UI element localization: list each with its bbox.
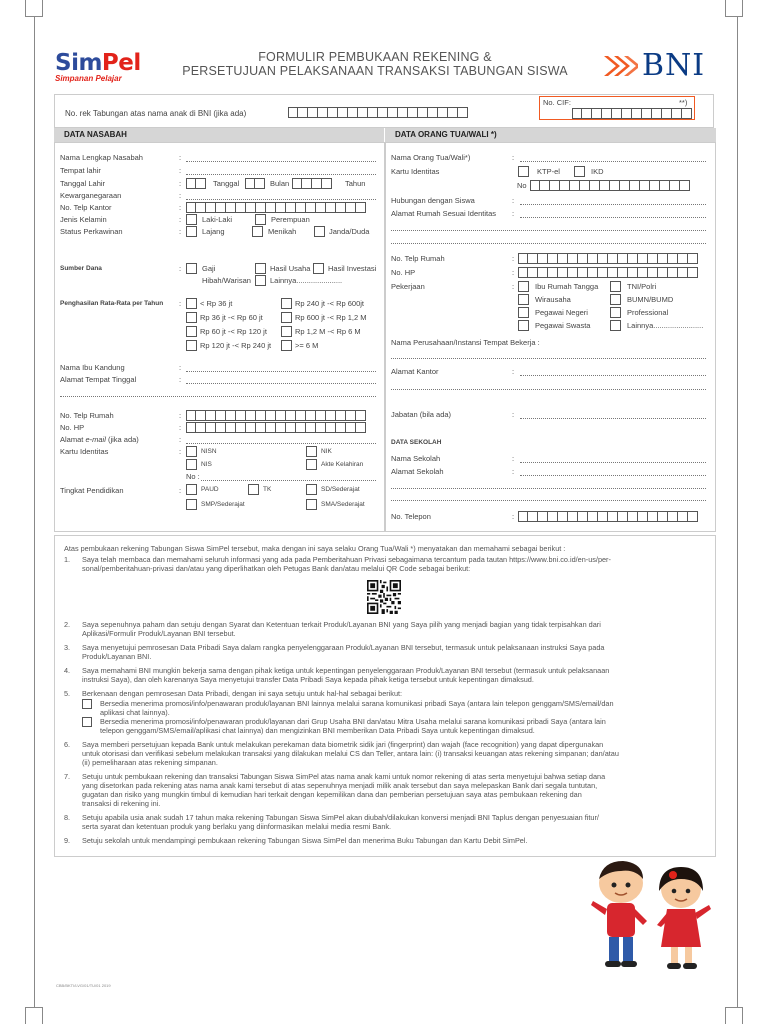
field-tahun[interactable] <box>292 178 332 189</box>
statement-item-7-a: Setuju untuk pembukaan rekening dan transaksi Tabungan Siswa SimPel atas nama anak kami untuk nomor rekening di atas serta menyetujui bahwa setiap dana <box>82 772 606 781</box>
statement-intro: Atas pembukaan rekening Tabungan Siswa SimPel tersebut, maka dengan ini saya selaku Orang Tua/Wali *) menyatakan dan memahami sebagai berikut : <box>64 544 566 553</box>
label-telp-kantor: No. Telp Kantor <box>60 203 112 212</box>
checkbox-lainnya-pek[interactable] <box>610 320 621 331</box>
label-kartu-ortu: Kartu Identitas <box>391 167 440 176</box>
statement-item-5: Berkenaan dengan pemrosesan Data Pribadi, dengan ini saya setuju untuk hal-hal sebagai berikut: <box>82 689 403 698</box>
section-data-orangtua: DATA ORANG TUA/WALI *) <box>385 128 716 142</box>
girl-mascot <box>657 867 711 969</box>
field-alamat[interactable] <box>186 383 376 384</box>
label-telepon-sekolah: No. Telepon <box>391 512 431 521</box>
checkbox-ikd[interactable] <box>574 166 585 177</box>
label-email: Alamat e-mail (jika ada) <box>60 435 139 444</box>
checkbox-laki[interactable] <box>186 214 197 225</box>
checkbox-nik[interactable] <box>306 446 317 457</box>
corner-notch <box>25 0 43 17</box>
statement-item-4-b: instruksi Saya), dan oleh karenanya Saya menyetujui transfer Data Pribadi Saya kepada pihak ketiga tersebut untuk kepentingan dimaksud. <box>82 675 534 684</box>
label-bulan: Bulan <box>270 179 290 188</box>
field-alamat-rumah[interactable] <box>520 217 706 218</box>
checkbox-nisn[interactable] <box>186 446 197 457</box>
opt-peng-7: Rp 120 jt -< Rp 240 jt <box>200 341 272 350</box>
field-alamat-rumah-3[interactable] <box>391 243 706 244</box>
label-pendidikan: Tingkat Pendidikan <box>60 486 124 495</box>
corner-notch <box>725 1007 743 1024</box>
opt-janda: Janda/Duda <box>329 227 370 236</box>
statement-item-6-b: untuk otorisasi dan verifikasi sebelum melakukan transaksi yang dilakukan melalui CS dan Teller, antara lain: (i) transaksi keuangan atas rekening simpanan; dan/atau <box>82 749 619 758</box>
opt-nik: NIK <box>321 448 332 455</box>
checkbox-menikah[interactable] <box>252 226 263 237</box>
item-number: 7. <box>64 772 71 781</box>
opt-lainnya-sumber: Lainnya...................... <box>270 276 343 285</box>
item-number: 2. <box>64 620 71 629</box>
label-alamat-rumah: Alamat Rumah Sesuai Identitas <box>391 209 497 218</box>
checkbox-consent-group-promo[interactable] <box>82 717 92 727</box>
field-tanggal[interactable] <box>186 178 206 189</box>
field-telp-rumah[interactable] <box>186 410 366 421</box>
consent-2-b: telepon genggam/SMS/email/aplikasi chat lainnya) dan mengizinkan BNI memberikan Data Pribadi Saya untuk kepentingan dimaksud. <box>100 726 535 735</box>
cif-label: No. CIF: <box>543 98 571 107</box>
checkbox-hasil-investasi[interactable] <box>313 263 324 274</box>
opt-akte: Akte Kelahiran <box>321 461 364 468</box>
opt-nisn: NISN <box>201 448 217 455</box>
opt-peng-5: Rp 60 jt -< Rp 120 jt <box>200 327 267 336</box>
bni-logo-text: BNI <box>642 48 706 83</box>
bni-logo <box>600 48 720 84</box>
checkbox-tk[interactable] <box>248 484 259 495</box>
account-number-label: No. rek Tabungan atas nama anak di BNI (jika ada) <box>65 109 247 118</box>
checkbox-ktp[interactable] <box>518 166 529 177</box>
label-tempat-lahir: Tempat lahir <box>60 166 101 175</box>
privacy-qr-code[interactable] <box>367 580 401 614</box>
checkbox-peng-8[interactable] <box>281 340 292 351</box>
opt-wirausaha: Wirausaha <box>535 295 571 304</box>
item-number: 8. <box>64 813 71 822</box>
checkbox-professional[interactable] <box>610 307 621 318</box>
opt-bumn: BUMN/BUMD <box>627 295 674 304</box>
label-perusahaan: Nama Perusahaan/Instansi Tempat Bekerja : <box>391 338 540 347</box>
opt-lajang: Lajang <box>202 227 225 236</box>
field-telp-kantor[interactable] <box>186 202 366 213</box>
opt-hasil-investasi: Hasil Investasi <box>328 264 377 273</box>
field-alamat-rumah-2[interactable] <box>391 230 706 231</box>
opt-laki: Laki-Laki <box>202 215 233 224</box>
statement-item-3-a: Saya menyetujui pemrosesan Data Pribadi Saya dalam rangka penyelenggaraan Produk/Layanan BNI tersebut, termasuk untuk pelaksanaan instruksi Saya pada <box>82 643 605 652</box>
opt-menikah: Menikah <box>268 227 297 236</box>
opt-professional: Professional <box>627 308 669 317</box>
opt-ktp: KTP-el <box>537 167 560 176</box>
statement-item-8-a: Setuju apabila usia anak sudah 17 tahun maka rekening Tabungan Siswa SimPel akan diubah/dilakukan konversi menjadi BNI Taplus dengan penyesuaian fitur/ <box>82 813 599 822</box>
item-number: 5. <box>64 689 71 698</box>
field-hp-ortu[interactable] <box>518 267 698 278</box>
field-nama[interactable] <box>186 161 376 162</box>
opt-tni: TNI/Polri <box>627 282 657 291</box>
consent-1-a: Bersedia menerima promosi/info/penawaran produk/layanan BNI lainnya melalui sarana komunikasi pribadi Saya (antara lain telepon genggam/SMS/email/dan <box>100 699 614 708</box>
field-bulan[interactable] <box>245 178 265 189</box>
label-tanggal-lahir: Tanggal Lahir <box>60 179 106 188</box>
field-telepon-sekolah[interactable] <box>518 511 698 522</box>
checkbox-akte[interactable] <box>306 459 317 470</box>
checkbox-irt[interactable] <box>518 281 529 292</box>
checkbox-peng-1[interactable] <box>186 298 197 309</box>
opt-gaji: Gaji <box>202 264 216 273</box>
label-penghasilan: Penghasilan Rata-Rata per Tahun <box>60 300 164 307</box>
checkbox-perempuan[interactable] <box>255 214 266 225</box>
statement-item-2-b: Aplikasi/Formulir Produk/Layanan BNI tersebut. <box>82 629 236 638</box>
opt-nis: NIS <box>201 461 212 468</box>
field-jabatan[interactable] <box>520 418 706 419</box>
field-warga[interactable] <box>186 199 376 200</box>
field-alamat-2[interactable] <box>60 396 376 397</box>
label-no-ortu: No <box>517 181 527 190</box>
opt-peng-2: Rp 240 jt -< Rp 600jt <box>295 299 364 308</box>
label-telp-rumah: No. Telp Rumah <box>60 411 114 420</box>
field-no-ortu[interactable] <box>530 180 690 191</box>
checkbox-peng-2[interactable] <box>281 298 292 309</box>
statement-item-7-b: yang disetorkan pada rekening atas nama anak kami tersebut di atas sepenuhnya menjadi milik anak tersebut dan saya melepaskan Bank dari segala tuntutan, <box>82 781 598 790</box>
field-no-kartu[interactable] <box>201 480 376 481</box>
label-tahun: Tahun <box>345 179 366 188</box>
label-pekerjaan: Pekerjaan <box>391 282 425 291</box>
checkbox-smp[interactable] <box>186 499 197 510</box>
opt-paud: PAUD <box>201 486 219 493</box>
opt-peng-1: < Rp 36 jt <box>200 299 233 308</box>
opt-irt: Ibu Rumah Tangga <box>535 282 599 291</box>
checkbox-hasil-usaha[interactable] <box>255 263 266 274</box>
cif-note: **) <box>679 98 688 107</box>
simpel-mascots-illustration <box>585 855 720 980</box>
form-title <box>160 50 590 78</box>
simpel-logo-text: SimPel <box>55 50 141 76</box>
boy-mascot <box>591 861 647 967</box>
field-nama-sekolah[interactable] <box>520 462 706 463</box>
field-alamat-sekolah-2[interactable] <box>391 488 706 489</box>
statement-item-1-b: sonal/pemberitahuan-privasi dan/atau yang diperlihatkan oleh Petugas Bank dan/atau melalui QR Code sebagai berikut: <box>82 564 471 573</box>
cif-box <box>539 96 695 120</box>
checkbox-peng-4[interactable] <box>281 312 292 323</box>
checkbox-gaji[interactable] <box>186 263 197 274</box>
label-hp-ortu: No. HP <box>391 268 416 277</box>
item-number: 3. <box>64 643 71 652</box>
statement-item-3-b: Produk/Layanan BNI. <box>82 652 152 661</box>
account-row <box>54 94 714 128</box>
statement-item-6-a: Saya memberi persetujuan kepada Bank untuk melakukan perekaman data biometrik sidik jari (fingerprint) dan wajah (face recognition) yang dapat dipergunakan <box>82 740 604 749</box>
opt-peng-6: Rp 1,2 M -< Rp 6 M <box>295 327 361 336</box>
checkbox-nis[interactable] <box>186 459 197 470</box>
label-alamat: Alamat Tempat Tinggal <box>60 375 137 384</box>
form-title-line2: PERSETUJUAN PELAKSANAAN TRANSAKSI TABUNGAN SISWA <box>182 64 568 78</box>
checkbox-sma[interactable] <box>306 499 317 510</box>
checkbox-peng-3[interactable] <box>186 312 197 323</box>
checkbox-tni[interactable] <box>610 281 621 292</box>
data-sekolah-heading: DATA SEKOLAH <box>391 439 442 446</box>
opt-peng-8: >= 6 M <box>295 341 319 350</box>
form-code: CBB/BKTI/LVG/01/TU/01 2019 <box>56 983 111 988</box>
field-alamat-kantor-2[interactable] <box>391 389 706 390</box>
form-title-line1: FORMULIR PEMBUKAAN REKENING & <box>258 50 492 64</box>
item-number: 4. <box>64 666 71 675</box>
opt-hasil-usaha: Hasil Usaha <box>270 264 311 273</box>
opt-ikd: IKD <box>591 167 604 176</box>
statement-item-6-c: (ii) pemeliharaan atas rekening simpanan. <box>82 758 218 767</box>
item-number: 1. <box>64 555 71 564</box>
field-tempat-lahir[interactable] <box>186 174 376 175</box>
label-nama: Nama Lengkap Nasabah <box>60 153 143 162</box>
label-no-kartu: No : <box>186 472 200 481</box>
label-tanggal: Tanggal <box>213 179 240 188</box>
label-hubungan: Hubungan dengan Siswa <box>391 196 475 205</box>
checkbox-swasta[interactable] <box>518 320 529 331</box>
field-perusahaan[interactable] <box>391 358 706 359</box>
corner-notch <box>725 0 743 17</box>
corner-notch <box>25 1007 43 1024</box>
checkbox-bumn[interactable] <box>610 294 621 305</box>
label-jabatan: Jabatan (bila ada) <box>391 410 452 419</box>
statement-item-7-d: transaksi di rekening ini. <box>82 799 161 808</box>
opt-smp: SMP/Sederajat <box>201 501 245 508</box>
item-number: 9. <box>64 836 71 845</box>
checkbox-peng-6[interactable] <box>281 326 292 337</box>
statement-item-9: Setuju sekolah untuk mendampingi pembukaan rekening Tabungan Siswa SimPel dan menerima Buku Tabungan dan Kartu Debit SimPel. <box>82 836 528 845</box>
label-warga: Kewarganegaraan <box>60 191 122 200</box>
label-alamat-sekolah: Alamat Sekolah <box>391 467 444 476</box>
checkbox-pns[interactable] <box>518 307 529 318</box>
statement-item-4-a: Saya memahami BNI mungkin bekerja sama dengan pihak ketiga untuk kepentingan penyelenggaraan Produk/Layanan BNI tersebut (termasuk untuk pelaksanaan <box>82 666 610 675</box>
label-sumber-dana: Sumber Dana <box>60 265 102 272</box>
item-number: 6. <box>64 740 71 749</box>
checkbox-lainnya-sumber[interactable] <box>255 275 266 286</box>
consent-2-a: Bersedia menerima promosi/info/penawaran produk/layanan dari Grup Usaha BNI dan/atau Mitra Usaha melalui sarana komunikasi pribadi Saya (antara lain <box>100 717 606 726</box>
statement-item-7-c: gugatan dan risiko yang mungkin timbul di kemudian hari terkait dengan kepemilikan dana dan pemberian persetujuan saya atas pembukaan rekening dan <box>82 790 582 799</box>
checkbox-consent-bni-promo[interactable] <box>82 699 92 709</box>
statement-item-2-a: Saya sepenuhnya paham dan setuju dengan Syarat dan Ketentuan terkait Produk/Layanan BNI yang Saya pilih yang menjadi bagian yang tidak terpisahkan dari <box>82 620 601 629</box>
checkbox-paud[interactable] <box>186 484 197 495</box>
opt-peng-3: Rp 36 jt -< Rp 60 jt <box>200 313 263 322</box>
label-ibu: Nama Ibu Kandung <box>60 363 125 372</box>
opt-swasta: Pegawai Swasta <box>535 321 591 330</box>
cif-input-boxes[interactable] <box>572 108 692 119</box>
checkbox-sd[interactable] <box>306 484 317 495</box>
opt-perempuan: Perempuan <box>271 215 310 224</box>
checkbox-peng-5[interactable] <box>186 326 197 337</box>
opt-pns: Pegawai Negeri <box>535 308 588 317</box>
simpel-logo-sub: Simpanan Pelajar <box>55 74 122 83</box>
field-alamat-sekolah[interactable] <box>520 475 706 476</box>
field-hp[interactable] <box>186 422 366 433</box>
field-nama-ortu[interactable] <box>520 161 706 162</box>
opt-tk: TK <box>263 486 272 493</box>
label-hp: No. HP <box>60 423 85 432</box>
checkbox-lajang[interactable] <box>186 226 197 237</box>
statement-item-8-b: serta syarat dan ketentuan produk yang berlaku yang diinformasikan melalui media resmi Bank. <box>82 822 392 831</box>
field-email[interactable] <box>186 443 376 444</box>
left-panel <box>54 142 385 532</box>
simpel-logo <box>55 50 141 83</box>
account-number-boxes[interactable] <box>288 107 468 118</box>
checkbox-wirausaha[interactable] <box>518 294 529 305</box>
section-data-nasabah: DATA NASABAH <box>54 128 384 142</box>
label-status: Status Perkawinan <box>60 227 123 236</box>
checkbox-janda[interactable] <box>314 226 325 237</box>
label-telp-rumah-ortu: No. Telp Rumah <box>391 254 445 263</box>
checkbox-peng-7[interactable] <box>186 340 197 351</box>
field-alamat-sekolah-3[interactable] <box>391 500 706 501</box>
opt-lainnya-pek: Lainnya........................ <box>627 321 704 330</box>
field-ibu[interactable] <box>186 371 376 372</box>
bni-logo-icon <box>602 52 638 80</box>
label-jenis-kelamin: Jenis Kelamin <box>60 215 107 224</box>
field-telp-rumah-ortu[interactable] <box>518 253 698 264</box>
label-kartu: Kartu Identitas <box>60 447 109 456</box>
opt-sd: SD/Sederajat <box>321 486 360 493</box>
label-nama-ortu: Nama Orang Tua/Wali*) <box>391 153 471 162</box>
field-hubungan[interactable] <box>520 204 706 205</box>
consent-1-b: aplikasi chat lainnya). <box>100 708 170 717</box>
opt-hibah: Hibah/Warisan <box>202 276 251 285</box>
field-alamat-kantor[interactable] <box>520 375 706 376</box>
opt-sma: SMA/Sederajat <box>321 501 365 508</box>
opt-peng-4: Rp 600 jt -< Rp 1,2 M <box>295 313 367 322</box>
label-nama-sekolah: Nama Sekolah <box>391 454 441 463</box>
label-alamat-kantor: Alamat Kantor <box>391 367 439 376</box>
statement-item-1-a: Saya telah membaca dan memahami seluruh informasi yang ada pada Pemberitahuan Privasi sebagaimana tercantum pada tautan https://www.bni.co.id/en-us/per- <box>82 555 611 564</box>
